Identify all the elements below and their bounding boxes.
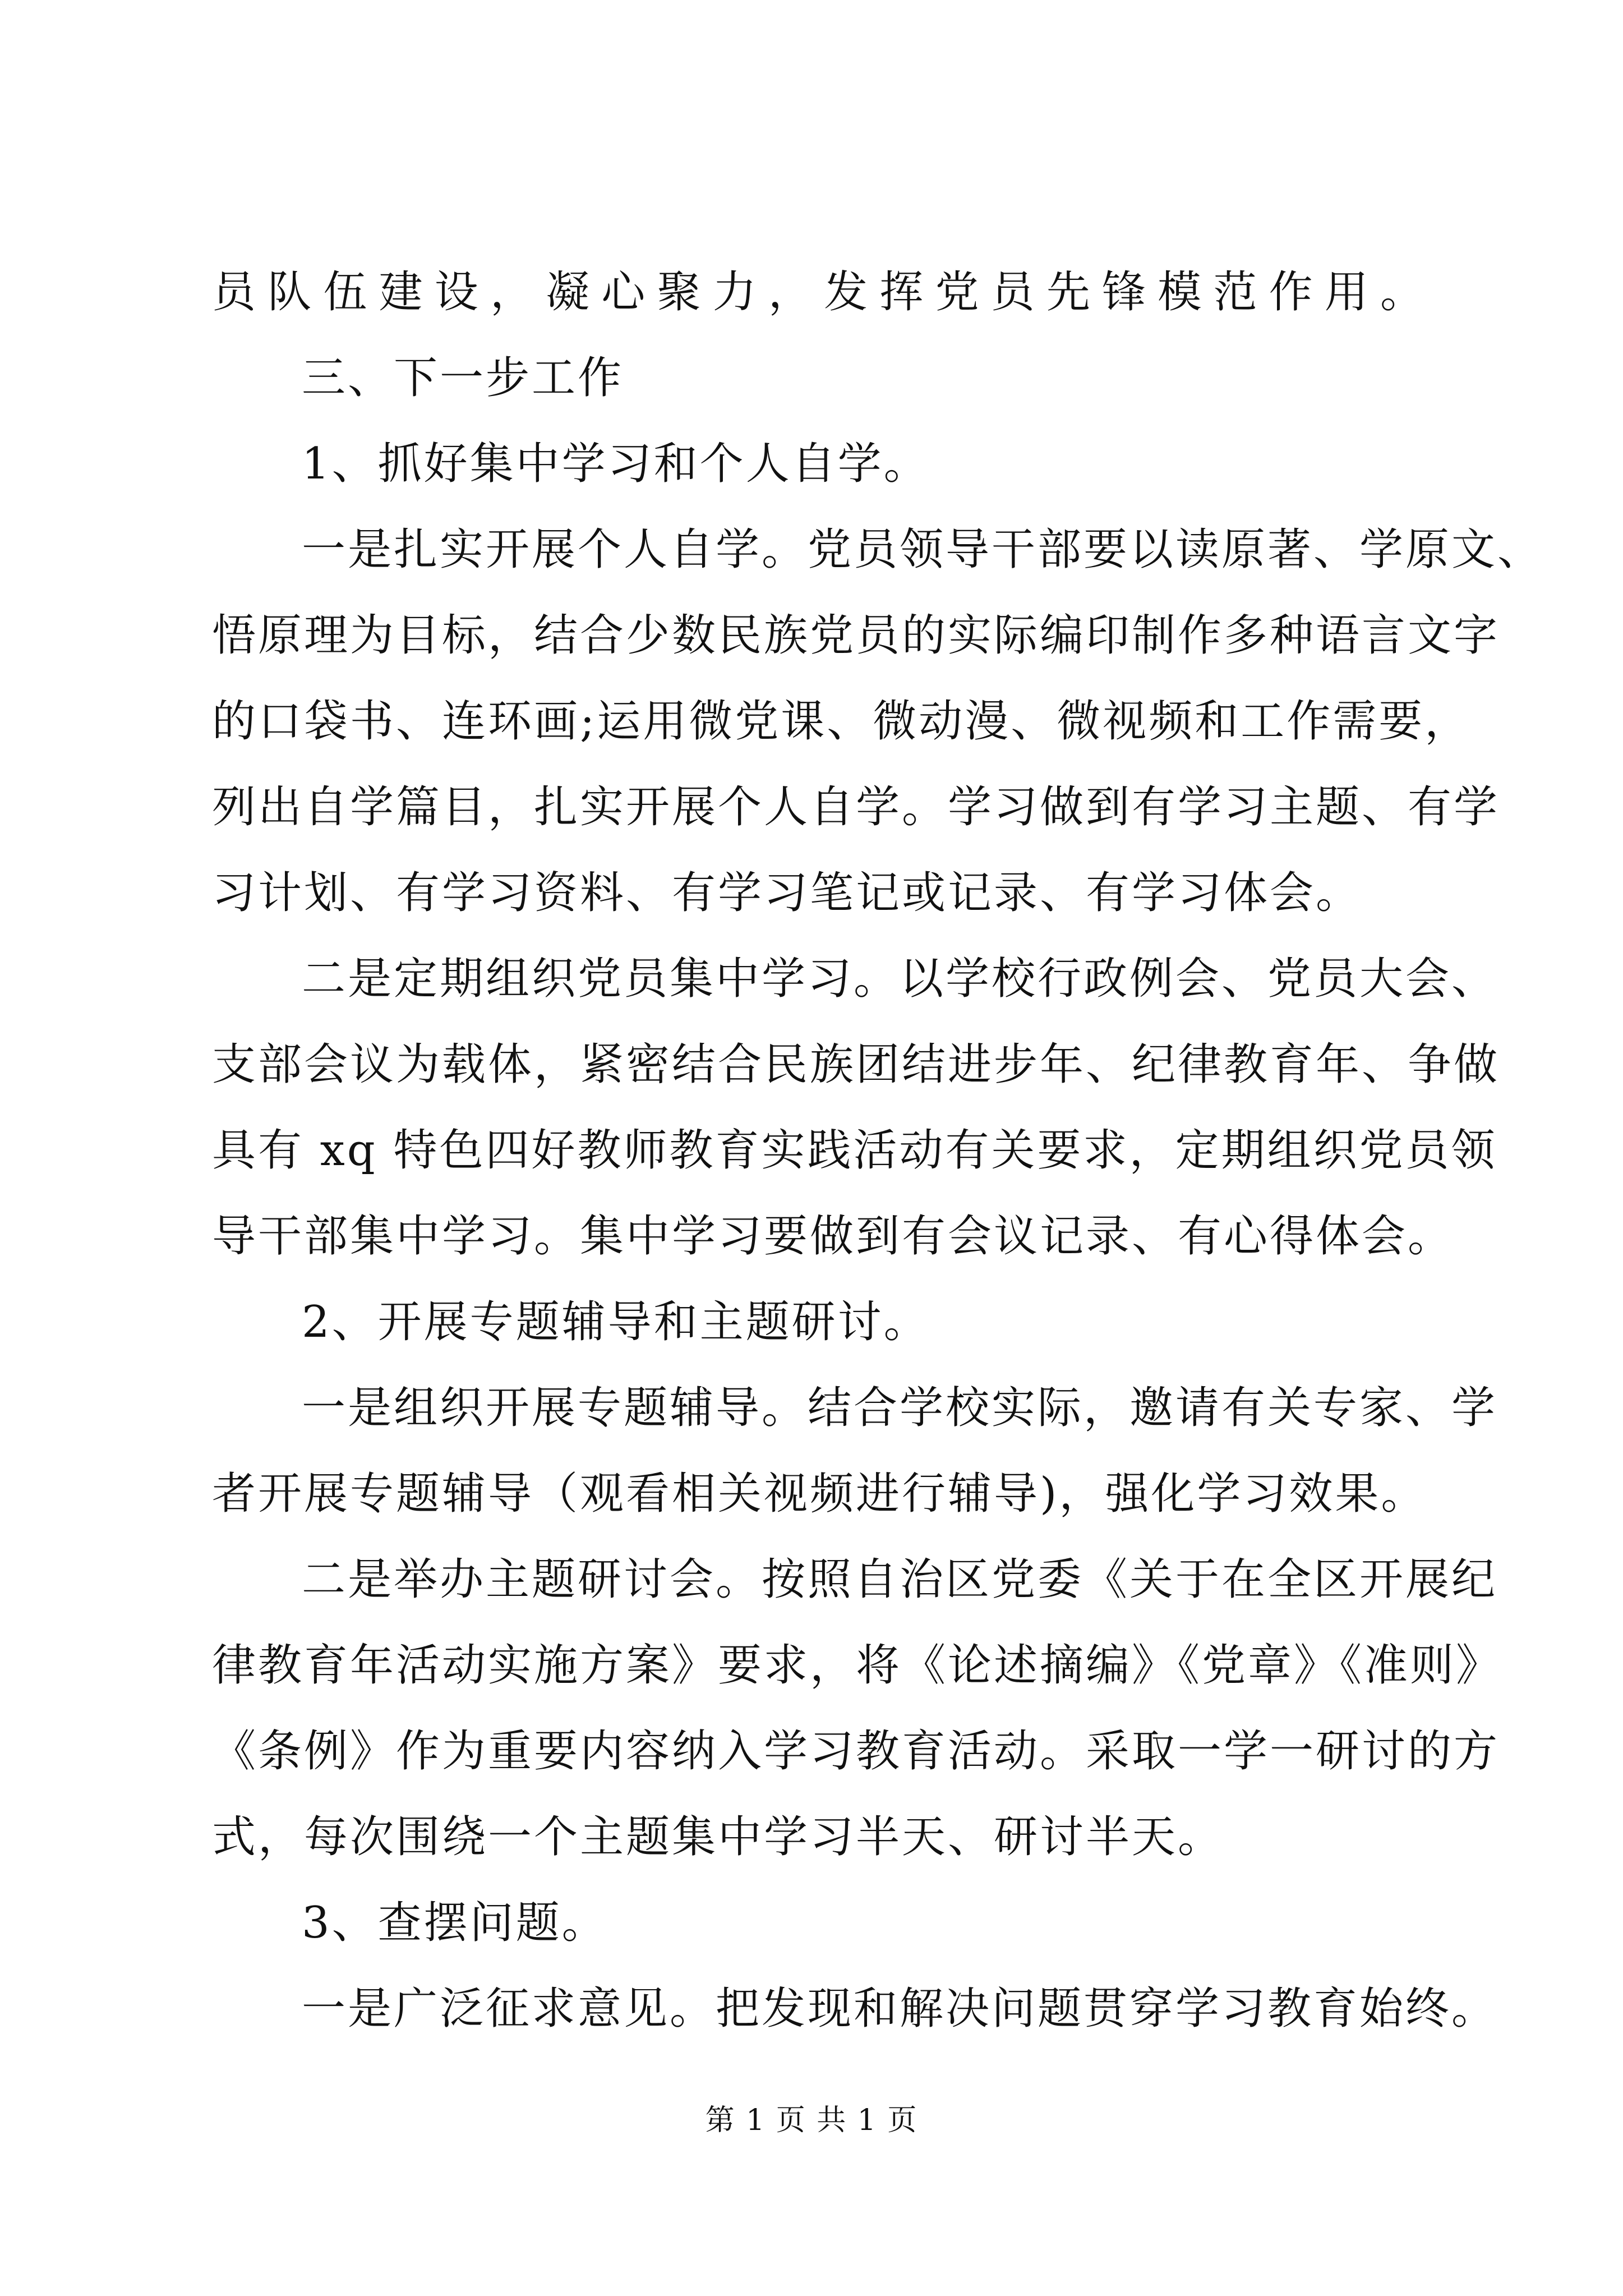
body-line: 二是举办主题研讨会。按照自治区党委《关于在全区开展纪 — [302, 1554, 1498, 1605]
section-heading: 三、下一步工作 — [302, 353, 624, 403]
body-line: 员队伍建设，凝心聚力，发挥党员先锋模范作用。 — [212, 267, 1426, 318]
page-footer: 第 1 页 共 1 页 — [705, 2104, 918, 2137]
body-line: 列出自学篇目，扎实开展个人自学。学习做到有学习主题、有学 — [212, 782, 1500, 832]
subsection-heading: 2、开展专题辅导和主题研讨。 — [302, 1297, 930, 1347]
subsection-heading: 3、查摆问题。 — [302, 1898, 608, 1948]
body-line: 一是组织开展专题辅导。结合学校实际，邀请有关专家、学 — [302, 1383, 1498, 1433]
body-line: 律教育年活动实施方案》要求，将《论述摘编》《党章》《准则》 — [212, 1640, 1502, 1691]
body-line: 具有 xq 特色四好教师教育实践活动有关要求，定期组织党员领 — [212, 1125, 1497, 1176]
body-line: 《条例》作为重要内容纳入学习教育活动。采取一学一研讨的方 — [212, 1726, 1500, 1777]
body-line: 一是广泛征求意见。把发现和解决问题贯穿学习教育始终。 — [302, 1984, 1498, 2034]
body-line: 悟原理为目标，结合少数民族党员的实际编印制作多种语言文字 — [212, 610, 1500, 661]
body-line: 导干部集中学习。集中学习要做到有会议记录、有心得体会。 — [212, 1211, 1454, 1262]
document-body — [212, 250, 1544, 2052]
body-line: 式，每次围绕一个主题集中学习半天、研讨半天。 — [212, 1812, 1224, 1862]
body-line: 的口袋书、连环画;运用微党课、微动漫、微视频和工作需要， — [212, 696, 1471, 747]
subsection-heading: 1、抓好集中学习和个人自学。 — [302, 439, 930, 489]
body-line: 习计划、有学习资料、有学习笔记或记录、有学习体会。 — [212, 868, 1362, 918]
body-line: 一是扎实开展个人自学。党员领导干部要以读原著、学原文、 — [302, 524, 1544, 575]
body-line: 支部会议为载体，紧密结合民族团结进步年、纪律教育年、争做 — [212, 1039, 1500, 1090]
body-line: 二是定期组织党员集中学习。以学校行政例会、党员大会、 — [302, 954, 1498, 1004]
body-line: 者开展专题辅导（观看相关视频进行辅导)，强化学习效果。 — [212, 1469, 1427, 1519]
